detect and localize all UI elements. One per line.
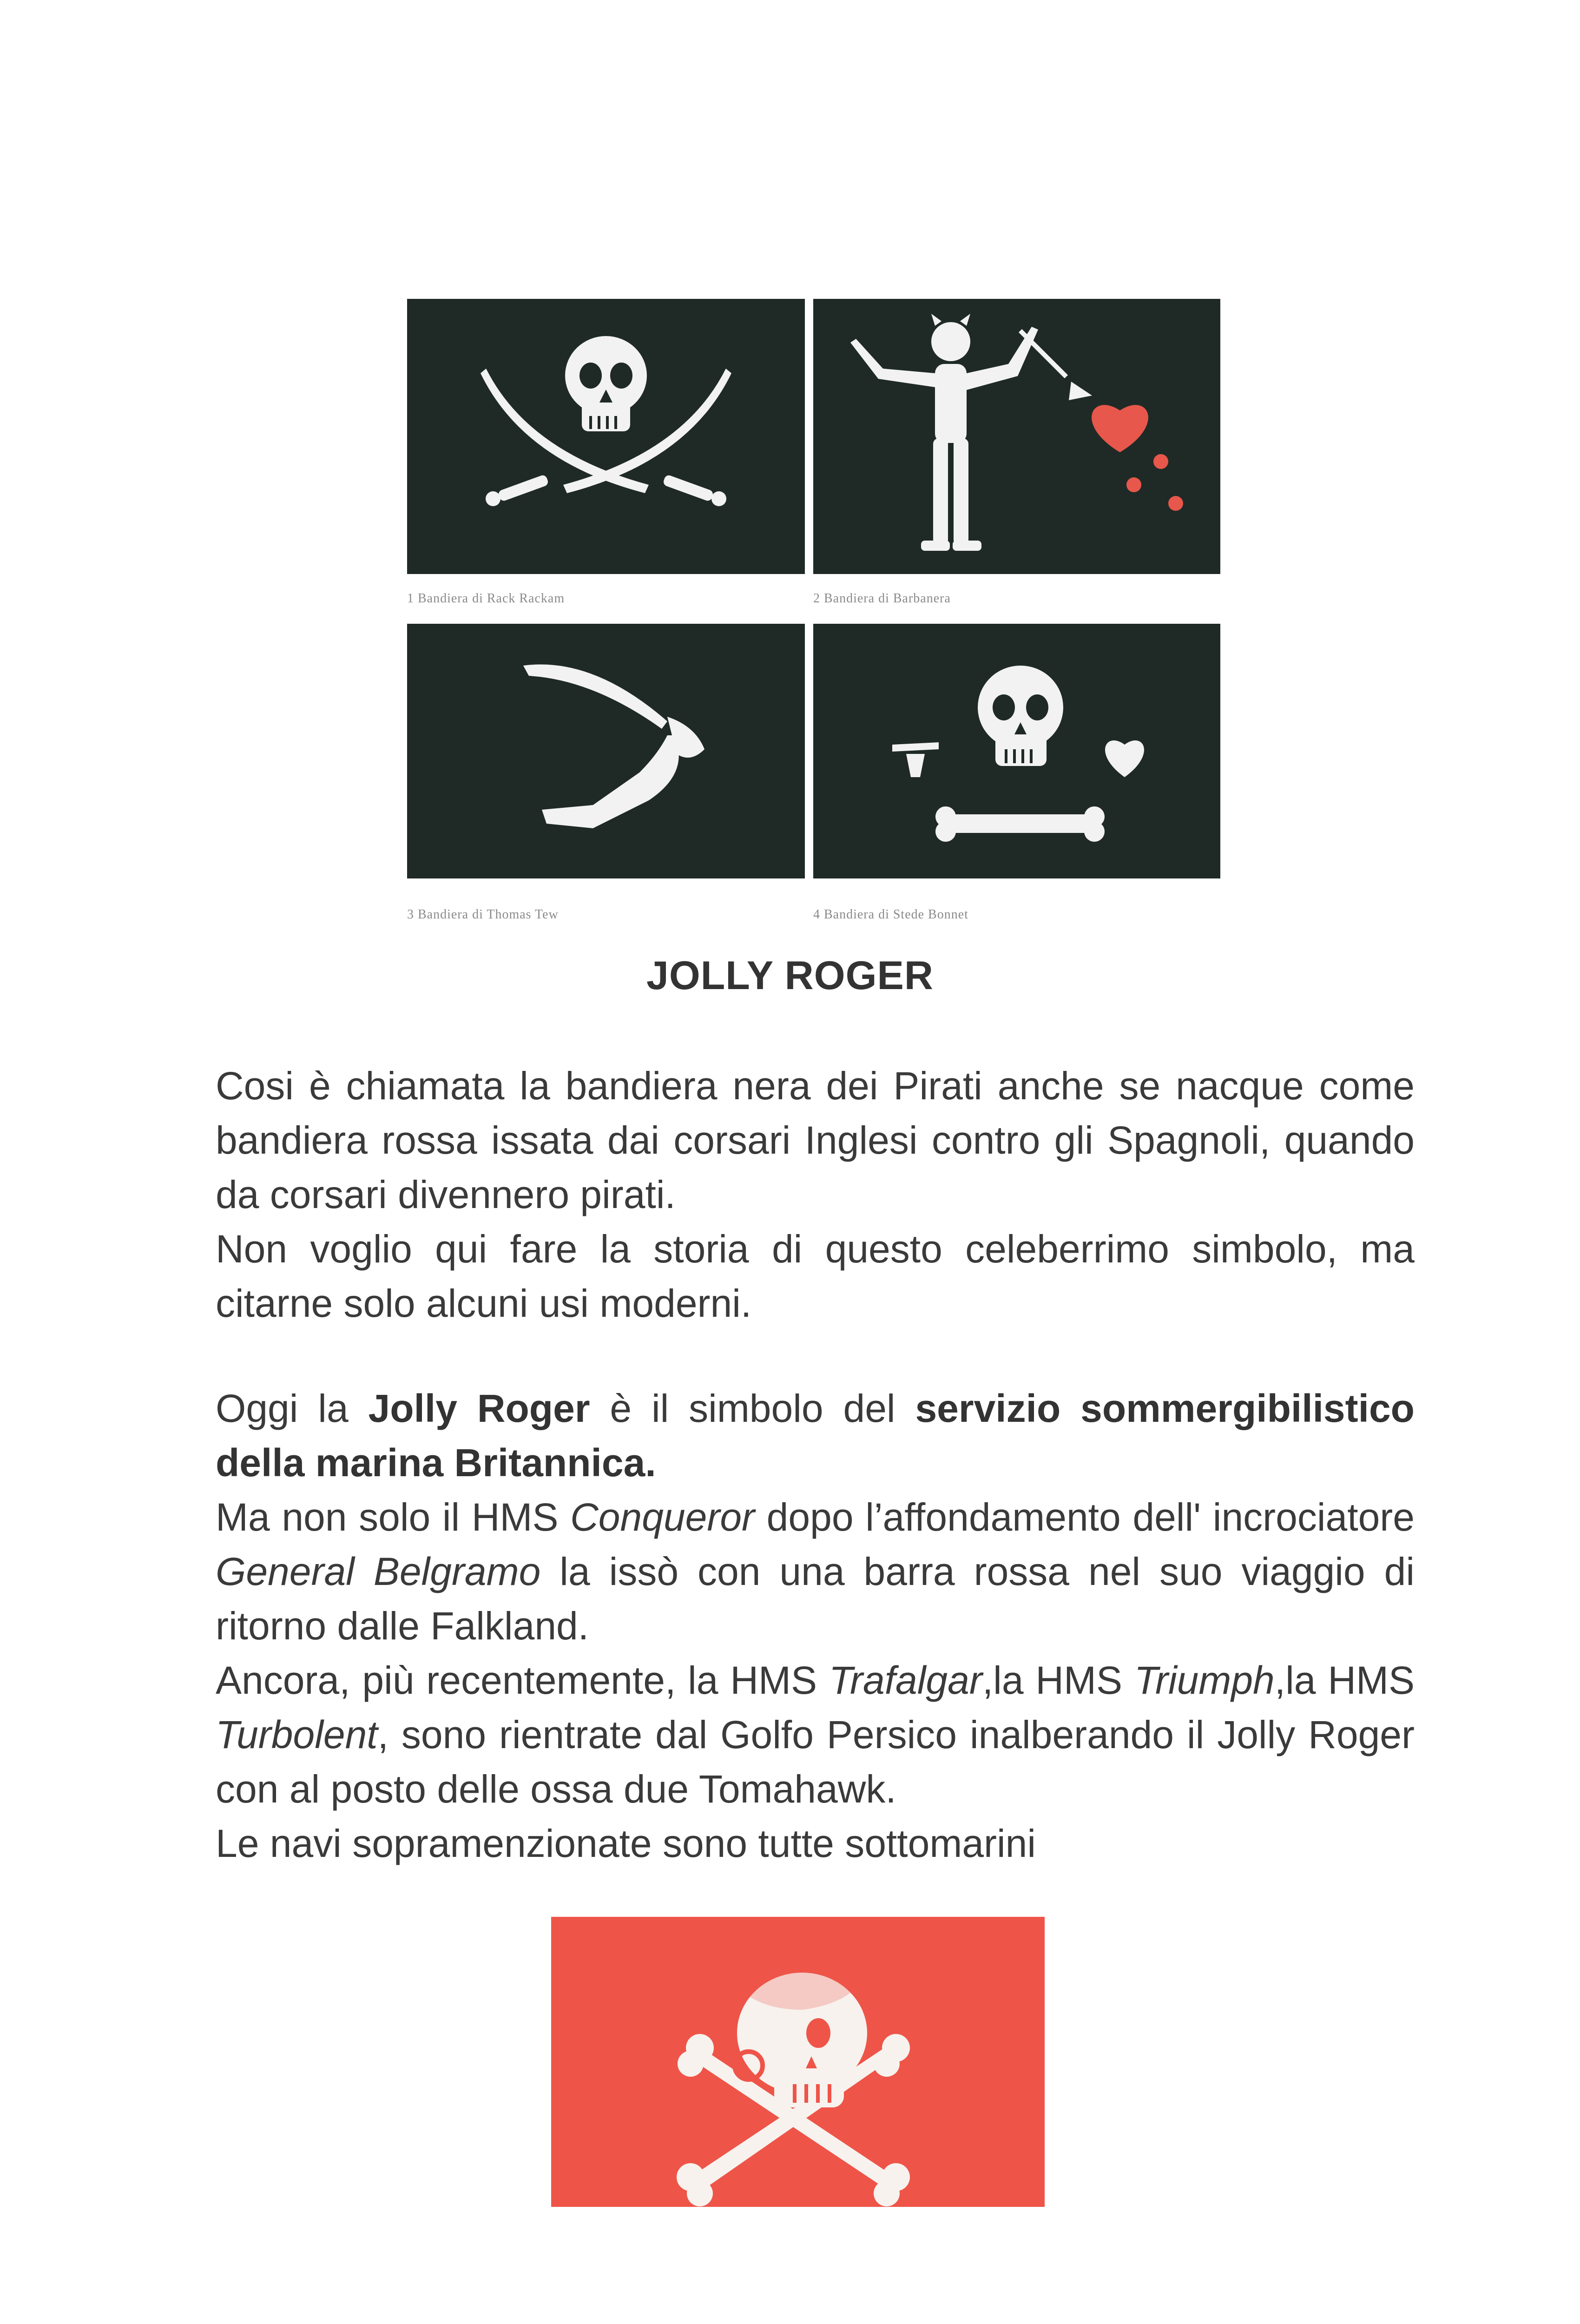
flag-stede-bonnet [813,624,1220,878]
flag-caption: 1 Bandiera di Rack Rackam [407,591,565,606]
body-paragraph: Oggi la Jolly Roger è il simbolo del servizio sommergibilistico della marina Britannica. [216,1386,1415,1485]
skeleton-heart-icon [813,299,1220,574]
flag-caption: 3 Bandiera di Thomas Tew [407,907,559,922]
section-title: JOLLY ROGER [646,953,934,998]
arm-sword-icon [407,624,805,878]
red-jolly-roger-flag [551,1917,1045,2207]
skull-crossbones-icon [551,1917,1045,2207]
flag-caption: 2 Bandiera di Barbanera [813,591,951,606]
intro-paragraph: Cosi è chiamata la bandiera nera dei Pirati anche se nacque come bandiera rossa issata dai corsari Inglesi contro gli Spagnoli, quando da corsari divennero pirati. [216,1064,1415,1216]
intro-paragraph: Non voglio qui fare la storia di questo celeberrimo simbolo, ma citarne solo alcuni usi moderni. [216,1227,1415,1325]
skull-bone-heart-icon [813,624,1220,878]
skull-crossed-swords-icon [407,299,805,574]
flag-rack-rackam [407,299,805,574]
body-paragraph: Ancora, più recentemente, la HMS Trafalgar,la HMS Triumph,la HMS Turbolent, sono rientrate dal Golfo Persico inalberando il Jolly Roger con al posto delle ossa due Tomahawk. [216,1658,1415,1811]
body-paragraph: Le navi sopramenzionate sono tutte sottomarini [216,1822,1036,1865]
flag-thomas-tew [407,624,805,878]
intro-text [216,1059,1415,1331]
body-text [216,1381,1415,1871]
body-paragraph: Ma non solo il HMS Conqueror dopo l’affondamento dell' incrociatore General Belgramo la issò con una barra rossa nel suo viaggio di ritorno dalle Falkland. [216,1495,1415,1648]
flag-caption: 4 Bandiera di Stede Bonnet [813,907,968,922]
flag-barbanera [813,299,1220,574]
